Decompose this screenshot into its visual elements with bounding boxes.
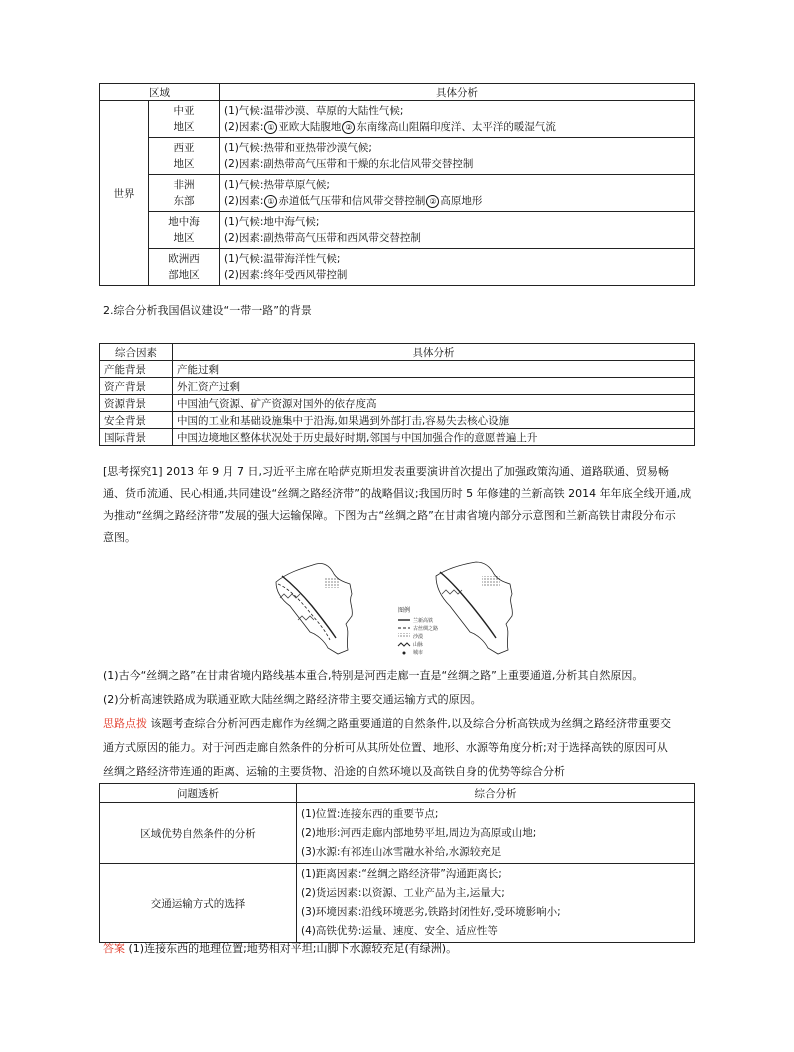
legend-title: 图例 (398, 607, 411, 614)
region-cell: 西亚 地区 (149, 138, 220, 175)
region-cell: 地中海 地区 (149, 212, 220, 249)
svg-text:城市: 城市 (413, 650, 424, 656)
table-row: 国际背景 中国边境地区整体状况处于历史最好时期,邻国与中国加强合作的意愿普遍上升 (100, 429, 695, 446)
table1-header-analysis: 具体分析 (220, 84, 695, 101)
svg-text:山脉: 山脉 (413, 642, 424, 648)
svg-text:沙漠: 沙漠 (413, 634, 424, 640)
table-row: 资源背景 中国油气资源、矿产资源对国外的依存度高 (100, 395, 695, 412)
hint-label: 思路点拨 (103, 717, 147, 730)
analysis-cell: (1)气候:温带海洋性气候; (2)因素:终年受西风带控制 (220, 249, 695, 286)
svg-text:兰新高铁: 兰新高铁 (413, 618, 434, 624)
table1-header-region: 区域 (100, 84, 220, 101)
section-heading-2: 2.综合分析我国倡议建设“一带一路”的背景 (103, 304, 312, 317)
analysis-cell: (1)气候:温带沙漠、草原的大陆性气候; (2)因素: ① 亚欧大陆腹地 ② 东南缘高山阻隔印度洋、太平洋的暖湿气流 (220, 101, 695, 138)
analysis-cell: (1)气候:地中海气候; (2)因素:副热带高气压带和西风带交替控制 (220, 212, 695, 249)
right-map (436, 562, 512, 654)
table3-header-issue: 问题透析 (100, 784, 297, 803)
circled-number: ② (342, 121, 355, 134)
region-cell: 中亚 地区 (149, 101, 220, 138)
table1-group-world: 世界 (100, 101, 149, 286)
belt-road-background-table (99, 343, 695, 446)
analysis-table (99, 783, 695, 943)
circled-number: ① (264, 121, 277, 134)
question-2: (2)分析高速铁路成为联通亚欧大陆丝绸之路经济带主要交通运输方式的原因。 (103, 693, 482, 706)
table-row: 资产背景 外汇资产过剩 (100, 378, 695, 395)
region-cell: 欧洲西 部地区 (149, 249, 220, 286)
region-cell: 非洲 东部 (149, 175, 220, 212)
gansu-silk-road-map (268, 554, 528, 668)
table-row: 产能背景 产能过剩 (100, 361, 695, 378)
answer-label: 答案 (103, 942, 125, 955)
circled-number: ① (264, 195, 277, 208)
answer-paragraph: 答案 (1)连接东西的地理位置;地势相对平坦;山脚下水源较充足(有绿洲)。 (103, 942, 458, 955)
table2-header-analysis: 具体分析 (173, 344, 695, 361)
circled-number: ② (426, 195, 439, 208)
table2-header-factor: 综合因素 (100, 344, 173, 361)
analysis-cell: (1)气候:热带和亚热带沙漠气候; (2)因素:副热带高气压带和干燥的东北信风带交替控制 (220, 138, 695, 175)
table3-header-analysis: 综合分析 (297, 784, 695, 803)
table-row: 交通运输方式的选择 (1)距离因素:“丝绸之路经济带”沟通距离长; (2)货运因素:以资源、工业产品为主,运量大; (3)环境因素:沿线环境恶劣,铁路封闭性好,受环境影响小; (4)高铁优势:运量、速度、安全、适应性等 (100, 864, 695, 943)
question-1: (1)古今“丝绸之路”在甘肃省境内路线基本重合,特别是河西走廊一直是“丝绸之路”上重要通道,分析其自然原因。 (103, 669, 644, 682)
table-row: 安全背景 中国的工业和基础设施集中于沿海,如果遇到外部打击,容易失去核心设施 (100, 412, 695, 429)
analysis-cell: (1)气候:热带草原气候; (2)因素: ① 赤道低气压带和信风带交替控制 ② 高原地形 (220, 175, 695, 212)
left-map (276, 563, 352, 654)
world-climate-table (99, 83, 695, 286)
legend (398, 606, 438, 656)
svg-text:古丝绸之路: 古丝绸之路 (413, 626, 439, 632)
table-row: 区域优势自然条件的分析 (1)位置:连接东西的重要节点; (2)地形:河西走廊内部地势平坦,周边为高原或山地; (3)水源:有祁连山冰雪融水补给,水源较充足 (100, 803, 695, 864)
